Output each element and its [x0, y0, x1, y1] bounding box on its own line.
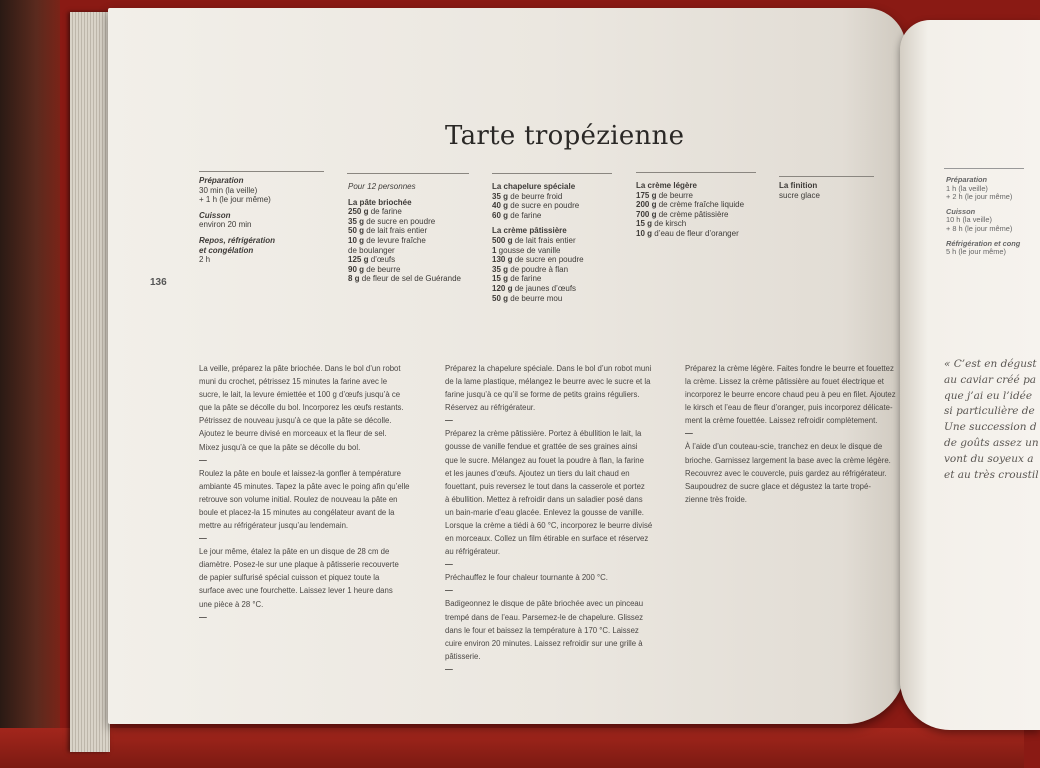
pate-brioche-heading: La pâte briochée [348, 197, 412, 207]
ingredient-quantity: 50 g [492, 293, 509, 303]
text-line: Ajoutez le beurre divisé en morceaux et la fleur de sel. [199, 429, 387, 439]
creme-patissiere-list [492, 236, 617, 303]
ingredient-text: de beurre mou [508, 293, 563, 303]
cuisson-value: environ 20 min [199, 220, 252, 230]
ingredient-quantity: 35 g [492, 191, 509, 201]
text-line: Roulez la pâte en boule et laissez-la gonfler à température [199, 468, 401, 478]
text-line: cuire environ 20 minutes. Laissez refroidir sur une grille à [445, 638, 643, 648]
text-line: mettre au réfrigérateur jusqu’au lendemain. [199, 521, 349, 531]
cuisson-label: Cuisson [199, 210, 231, 220]
repos-label-line: Repos, réfrigération [199, 235, 276, 245]
rp-cuisson-line: + 8 h (le jour même) [946, 223, 1013, 233]
text-line: de la lame plastique, mélangez le beurre avec le sucre et la [445, 377, 651, 387]
repos-label [199, 236, 319, 255]
ingredient-line [348, 265, 473, 275]
text-line: de goûts assez un [944, 436, 1039, 449]
text-line: le kirsch et l’eau de fleur d’oranger, puis incorporez délicate- [685, 403, 893, 413]
ingredient-quantity: 50 g [348, 226, 365, 236]
text-line: « C’est en dégust [944, 358, 1037, 370]
ingredient-line [492, 201, 617, 211]
rule-5 [779, 176, 874, 177]
text-line: Une succession d [944, 421, 1037, 434]
ingredient-quantity: 1 [492, 245, 497, 255]
ingredient-quantity: 35 g [492, 264, 509, 274]
text-line: Réservez au réfrigérateur. [445, 403, 536, 413]
ingredient-line [492, 246, 617, 256]
text-line: et au très croustil [944, 468, 1039, 481]
rp-cuisson-line: 10 h (la veille) [946, 215, 993, 225]
text-line: À l’aide d’un couteau-scie, tranchez en deux le disque de [685, 442, 883, 452]
ingredient-text: de farine [508, 210, 542, 220]
ingredient-quantity: 130 g [492, 255, 513, 265]
recipe-title: Tarte tropézienne [445, 121, 685, 151]
ingredient-text: de beurre [364, 264, 401, 274]
paragraph-separator: — [199, 612, 207, 622]
ingredient-line [636, 219, 771, 229]
ingredient-quantity: 700 g [636, 209, 657, 219]
text-line: de papier sulfurisé spécial cuisson et piquez toute la [199, 573, 380, 583]
rp-preparation-label: Préparation [946, 175, 988, 184]
paragraph-separator: — [445, 416, 453, 426]
text-line: Saupoudrez de sucre glace et dégustez la tarte tropé- [685, 481, 871, 491]
ingredient-text: de sucre en poudre [508, 201, 580, 211]
ingredient-text: de lait frais entier [364, 226, 428, 236]
text-line: Mixez jusqu’à ce que la pâte se décolle du bol. [199, 442, 361, 452]
ingredient-line [636, 210, 771, 220]
ingredient-quantity: 60 g [492, 210, 509, 220]
text-line: ment la crème fouettée. Laissez refroidir complètement. [685, 416, 878, 426]
ingredient-text: d’œufs [368, 255, 396, 265]
ingredient-line [348, 246, 473, 256]
ingredient-text: gousse de vanille [496, 245, 561, 255]
text-line: si particulière de [944, 405, 1035, 418]
ingredient-text: de farine [508, 274, 542, 284]
ingredient-quantity: 500 g [492, 235, 513, 245]
page-stack-edge [70, 12, 110, 752]
text-line: sucre, le lait, la levure émiettée et 100 g d’œufs jusqu’à ce [199, 390, 401, 400]
finition-column [779, 181, 869, 200]
ingredient-text: de levure fraîche [364, 235, 426, 245]
text-line: à ébullition. Mettez à refroidir dans un saladier posé dans [445, 494, 643, 504]
creme-legere-list [636, 191, 771, 239]
rp-cuisson-label: Cuisson [946, 206, 976, 216]
text-line: dans le four et baissez la température à 170 °C. Laissez [445, 625, 639, 635]
text-line: fouettant, puis reversez le tout dans la casserole et portez [445, 481, 645, 491]
text-line: Préparez la crème pâtissière. Portez à ébullition le lait, la [445, 429, 642, 439]
text-line: que j’ai eu l’idée [944, 389, 1033, 402]
ingredient-line [636, 191, 771, 201]
ingredient-quantity: 8 g [348, 274, 360, 284]
paragraph-separator: — [445, 664, 453, 674]
text-line: vont du soyeux a [944, 452, 1034, 465]
text-line: que le sucre. Mélangez au fouet la poudre à flan, la farine [445, 455, 644, 465]
creme-legere-column [636, 181, 771, 239]
rule-4 [636, 172, 756, 173]
chapelure-column [492, 182, 617, 303]
ingredient-text: de farine [368, 207, 402, 217]
right-page-info [946, 176, 1020, 257]
ingredient-quantity: 15 g [636, 219, 653, 229]
ingredient-line [348, 236, 473, 246]
text-line: et les jaunes d’œufs. Ajoutez un tiers du lait chaud en [445, 468, 630, 478]
ingredient-text: de jaunes d’œufs [512, 283, 577, 293]
page-number: 136 [150, 277, 167, 288]
ingredient-line [492, 255, 617, 265]
ingredient-quantity: 10 g [348, 235, 365, 245]
ingredient-quantity: 35 g [348, 216, 365, 226]
text-line: Le jour même, étalez la pâte en un disque de 28 cm de [199, 547, 390, 557]
ingredient-text: de fleur de sel de Guérande [359, 274, 461, 284]
text-line: au caviar créé pa [944, 373, 1037, 386]
rp-preparation-line: 1 h (la veille) [946, 183, 988, 193]
chapelure-list [492, 192, 617, 221]
ingredient-line [492, 236, 617, 246]
ingredient-text: de crème fraîche liquide [656, 200, 745, 210]
ingredient-quantity: 120 g [492, 283, 513, 293]
text-line: gousse de vanille fendue et grattée de ses graines ainsi [445, 442, 638, 452]
ingredient-line [492, 274, 617, 284]
ingredient-quantity: 90 g [348, 264, 365, 274]
pate-brioche-list [348, 207, 473, 284]
ingredient-quantity: 40 g [492, 201, 509, 211]
text-line: retrouve son volume initial. Roulez de nouveau la pâte en [199, 494, 398, 504]
right-page-quote [944, 357, 1039, 483]
ingredient-text: de crème pâtissière [656, 209, 729, 219]
text-line: incorporez le beurre encore chaud peu à peu en filet. Ajoutez [685, 390, 896, 400]
finition-heading: La finition [779, 181, 818, 190]
background-wall [0, 0, 60, 768]
text-line: une pièce à 28 °C. [199, 599, 264, 609]
text-line: Préparez la crème légère. Faites fondre le beurre et fouettez [685, 364, 894, 373]
text-line: Pétrissez de nouveau jusqu’à ce que la pâte se décolle. [199, 416, 392, 426]
ingredient-quantity: 250 g [348, 207, 369, 217]
ingredient-quantity: 200 g [636, 200, 657, 210]
text-line: farine jusqu’à ce qu’il se forme de petits grains réguliers. [445, 390, 640, 400]
text-line: Lorsque la crème a tiédi à 60 °C, incorporez le beurre divisé [445, 521, 653, 531]
text-line: pâtisserie. [445, 651, 481, 661]
paragraph-separator: — [685, 429, 693, 439]
ingredient-text: de boulanger [348, 245, 395, 255]
ingredient-line [348, 255, 473, 265]
repos-label-line: et congélation [199, 245, 254, 255]
text-line: un bain-marie d’eau glacée. Enlevez la gousse de vanille. [445, 507, 644, 517]
red-tablecloth [0, 728, 1024, 768]
ingredient-text: de lait frais entier [512, 235, 576, 245]
chapelure-heading: La chapelure spéciale [492, 182, 576, 191]
ingredient-line [492, 211, 617, 221]
instructions-column-1 [199, 362, 425, 624]
text-line: la crème. Lissez la crème pâtissière au fouet électrique et [685, 377, 884, 387]
paragraph-separator: — [445, 586, 453, 596]
info-column [199, 176, 319, 265]
repos-value: 2 h [199, 255, 211, 265]
paragraph-separator: — [199, 455, 207, 465]
rule-3 [492, 173, 612, 174]
ingredient-text: de kirsch [652, 219, 687, 229]
ingredient-text: de beurre [656, 190, 693, 200]
paragraph-separator: — [199, 534, 207, 544]
ingredient-line [636, 229, 771, 239]
ingredient-quantity: 15 g [492, 274, 509, 284]
creme-patissiere-heading: La crème pâtissière [492, 226, 567, 236]
rp-preparation-line: + 2 h (le jour même) [946, 192, 1013, 202]
ingredient-line [348, 217, 473, 227]
ingredient-line [492, 284, 617, 294]
ingredient-quantity: 125 g [348, 255, 369, 265]
preparation-line: + 1 h (le jour même) [199, 195, 271, 205]
preparation-line: 30 min (la veille) [199, 185, 258, 195]
text-line: Préchauffez le four chaleur tournante à 200 °C. [445, 573, 608, 583]
text-line: muni du crochet, pétrissez 15 minutes la farine avec le [199, 377, 388, 387]
instructions-column-3 [685, 362, 896, 506]
preparation-label: Préparation [199, 176, 244, 185]
right-page-rule [944, 168, 1024, 169]
ingredient-line [348, 207, 473, 217]
text-line: La veille, préparez la pâte briochée. Dans le bol d’un robot [199, 364, 401, 373]
ingredient-line [348, 226, 473, 236]
text-line: ambiante 45 minutes. Tapez la pâte avec le poing afin qu’elle [199, 481, 410, 491]
ingredient-quantity: 10 g [636, 228, 653, 238]
ingredient-text: d’eau de fleur d’oranger [652, 228, 739, 238]
paragraph-separator: — [445, 560, 453, 570]
text-line: Recouvrez avec le couvercle, puis gardez au réfrigérateur. [685, 468, 887, 478]
rp-refrig-line: 5 h (le jour même) [946, 247, 1006, 257]
ingredient-text: de poudre à flan [508, 264, 569, 274]
text-line: trempé dans de l’eau. Parsemez-le de chapelure. Glissez [445, 612, 644, 622]
instructions-column-2 [445, 362, 663, 676]
finition-line: sucre glace [779, 190, 820, 200]
servings: Pour 12 personnes [348, 182, 416, 191]
text-line: Badigeonnez le disque de pâte briochée avec un pinceau [445, 599, 644, 609]
rp-refrig-label: Réfrigération et cong [946, 238, 1021, 248]
rule-2 [347, 173, 469, 174]
rule-1 [199, 171, 324, 172]
ingredient-line [492, 265, 617, 275]
ingredient-text: de sucre en poudre [512, 255, 584, 265]
text-line: en morceaux. Collez un film étirable en surface et réservez [445, 534, 649, 544]
ingredient-text: de beurre froid [508, 191, 563, 201]
ingredient-line [348, 274, 473, 284]
text-line: que la pâte se décolle du bol. Incorporez les œufs restants. [199, 403, 404, 413]
ingredient-text: de sucre en poudre [364, 216, 436, 226]
pate-brioche-column [348, 182, 473, 284]
ingredient-line [492, 294, 617, 304]
text-line: au réfrigérateur. [445, 547, 501, 557]
text-line: surface avec une fourchette. Laissez lever 1 heure dans [199, 586, 393, 596]
text-line: brioche. Garnissez largement la base avec la crème légère. [685, 455, 891, 465]
creme-legere-heading: La crème légère [636, 181, 697, 190]
ingredient-line [492, 192, 617, 202]
ingredient-line [636, 200, 771, 210]
ingredient-quantity: 175 g [636, 190, 657, 200]
text-line: diamètre. Posez-le sur une plaque à pâtisserie recouverte [199, 560, 399, 570]
text-line: Préparez la chapelure spéciale. Dans le bol d’un robot muni [445, 364, 652, 373]
text-line: boule et placez-la 15 minutes au congélateur avant de la [199, 507, 395, 517]
text-line: zienne très froide. [685, 494, 747, 504]
